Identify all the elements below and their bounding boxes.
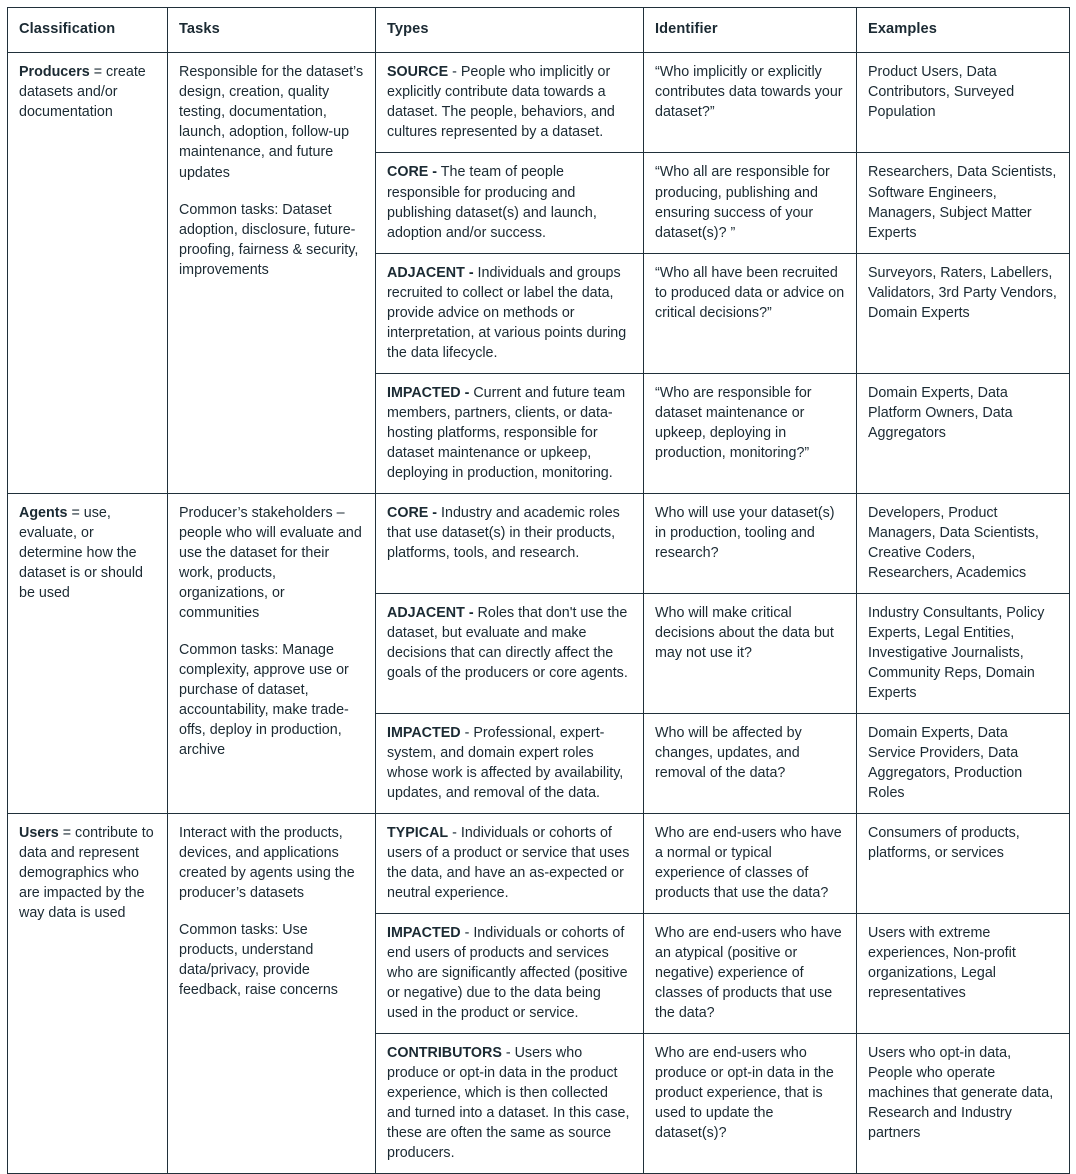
table-body — [8, 53, 1070, 1174]
identifier-cell: Who will use your dataset(s) in production, tooling and research? — [644, 493, 857, 593]
types-cell — [376, 593, 644, 713]
identifier-cell: Who are end-users who have a normal or typical experience of classes of products that use the data? — [644, 813, 857, 913]
examples-cell: Researchers, Data Scientists, Software Engineers, Managers, Subject Matter Experts — [857, 153, 1070, 253]
column-header-tasks: Tasks — [168, 8, 376, 53]
stakeholder-classification-table — [7, 7, 1070, 1174]
column-header-identifier: Identifier — [644, 8, 857, 53]
identifier-cell: “Who implicitly or explicitly contributes data towards your dataset?” — [644, 53, 857, 153]
classification-definition: = use, evaluate, or determine how the dataset is or should be used — [19, 504, 143, 601]
type-description: Individuals and groups recruited to collect or label the data, provide advice on methods or interpretation, at various points during the data lifecycle. — [387, 264, 627, 361]
type-label: IMPACTED - — [387, 384, 470, 401]
classification-term: Agents — [19, 504, 68, 521]
tasks-cell — [168, 53, 376, 493]
table-row — [8, 813, 1070, 913]
table-row — [8, 493, 1070, 593]
type-description: - People who implicitly or explicitly contribute data towards a dataset. The people, behaviors, and cultures represented by a dataset. — [387, 64, 615, 141]
tasks-paragraph: Common tasks: Use products, understand data/privacy, provide feedback, raise concerns — [179, 921, 338, 999]
tasks-paragraph: Common tasks: Dataset adoption, disclosure, future-proofing, fairness & security, improvements — [179, 201, 359, 278]
type-label: IMPACTED — [387, 924, 461, 941]
tasks-cell — [168, 813, 376, 1173]
classification-term: Users — [19, 824, 59, 841]
examples-cell: Domain Experts, Data Platform Owners, Data Aggregators — [857, 373, 1070, 493]
type-label: TYPICAL — [387, 824, 449, 841]
tasks-paragraph: Responsible for the dataset’s design, creation, quality testing, documentation, launch, adoption, follow-up maintenance, and future updates — [179, 64, 364, 181]
examples-cell: Users with extreme experiences, Non-profit organizations, Legal representatives — [857, 913, 1070, 1033]
types-cell — [376, 813, 644, 913]
examples-cell: Developers, Product Managers, Data Scientists, Creative Coders, Researchers, Academics — [857, 493, 1070, 593]
types-cell — [376, 153, 644, 253]
types-cell — [376, 493, 644, 593]
type-label: CORE - — [387, 504, 438, 521]
examples-cell: Product Users, Data Contributors, Surveyed Population — [857, 53, 1070, 153]
type-description: - Individuals or cohorts of end users of products and services who are significantly affected (positive or negative) due to the data being used in the product or service. — [387, 924, 628, 1022]
examples-cell: Industry Consultants, Policy Experts, Legal Entities, Investigative Journalists, Community Reps, Domain Experts — [857, 593, 1070, 713]
types-cell — [376, 713, 644, 813]
types-cell — [376, 53, 644, 153]
types-cell — [376, 253, 644, 373]
classification-definition: = contribute to data and represent demographics who are impacted by the way data is used — [19, 824, 154, 921]
type-label: SOURCE — [387, 64, 449, 81]
classification-term: Producers — [19, 64, 90, 81]
type-description: The team of people responsible for producing and publishing dataset(s) and launch, adoption and/or success. — [387, 164, 597, 241]
classification-cell — [8, 53, 168, 493]
tasks-paragraph: Common tasks: Manage complexity, approve use or purchase of dataset, accountability, make trade-offs, deploy in production, archive — [179, 641, 349, 758]
types-cell — [376, 1034, 644, 1174]
column-header-classification: Classification — [8, 8, 168, 53]
type-description: Roles that don't use the dataset, but evaluate and make decisions that can directly affect the goals of the producers or core agents. — [387, 604, 628, 681]
identifier-cell: Who are end-users who produce or opt-in data in the product experience, that is used to update the dataset(s)? — [644, 1034, 857, 1174]
examples-cell: Surveyors, Raters, Labellers, Validators, 3rd Party Vendors, Domain Experts — [857, 253, 1070, 373]
column-header-examples: Examples — [857, 8, 1070, 53]
classification-definition: = create datasets and/or documentation — [19, 64, 146, 121]
identifier-cell: “Who all have been recruited to produced data or advice on critical decisions?” — [644, 253, 857, 373]
type-description: - Users who produce or opt-in data in the product experience, which is then collected and turned into a dataset. In this case, these are often the same as source producers. — [387, 1045, 630, 1162]
type-description: Industry and academic roles that use dataset(s) in their products, platforms, tools, and research. — [387, 504, 620, 561]
type-label: ADJACENT - — [387, 604, 474, 621]
identifier-cell: “Who are responsible for dataset maintenance or upkeep, deploying in production, monitoring?” — [644, 373, 857, 493]
examples-cell: Consumers of products, platforms, or services — [857, 813, 1070, 913]
type-label: IMPACTED — [387, 724, 461, 741]
column-header-types: Types — [376, 8, 644, 53]
tasks-paragraph: Producer’s stakeholders – people who will evaluate and use the dataset for their work, products, organizations, or communities — [179, 504, 362, 621]
header-row — [8, 8, 1070, 53]
table-row — [8, 53, 1070, 153]
classification-cell — [8, 813, 168, 1173]
identifier-cell: Who will make critical decisions about the data but may not use it? — [644, 593, 857, 713]
type-label: CONTRIBUTORS — [387, 1045, 502, 1062]
tasks-paragraph: Interact with the products, devices, and applications created by agents using the producer’s datasets — [179, 824, 355, 901]
types-cell — [376, 373, 644, 493]
type-label: CORE - — [387, 164, 438, 181]
tasks-cell — [168, 493, 376, 813]
identifier-cell: Who are end-users who have an atypical (positive or negative) experience of classes of products that use the data? — [644, 913, 857, 1033]
identifier-cell: Who will be affected by changes, updates, and removal of the data? — [644, 713, 857, 813]
identifier-cell: “Who all are responsible for producing, publishing and ensuring success of your dataset(s)? ” — [644, 153, 857, 253]
examples-cell: Users who opt-in data, People who operate machines that generate data, Research and Industry partners — [857, 1034, 1070, 1174]
type-description: Current and future team members, partners, clients, or data-hosting platforms, responsible for dataset maintenance or upkeep, deploying in production, monitoring. — [387, 384, 626, 481]
types-cell — [376, 913, 644, 1033]
type-description: - Individuals or cohorts of users of a product or service that uses the data, and have an as-expected or neutral experience. — [387, 824, 630, 901]
type-label: ADJACENT - — [387, 264, 474, 281]
classification-cell — [8, 493, 168, 813]
examples-cell: Domain Experts, Data Service Providers, Data Aggregators, Production Roles — [857, 713, 1070, 813]
type-description: - Professional, expert-system, and domain expert roles whose work is affected by availability, updates, and removal of the data. — [387, 724, 624, 801]
table-header — [8, 8, 1070, 53]
